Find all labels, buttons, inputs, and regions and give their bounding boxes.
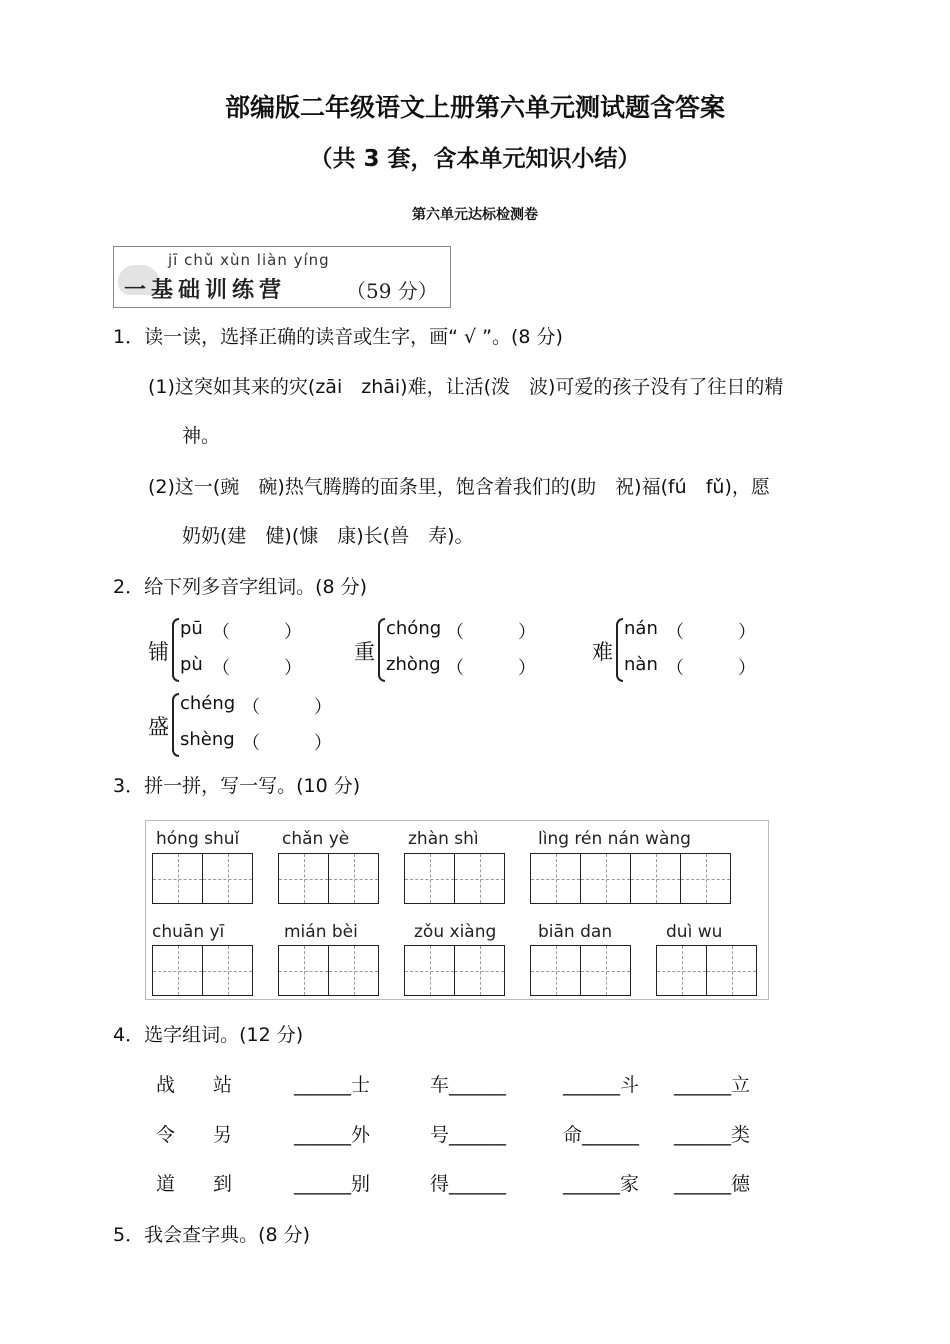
section-title: 第六单元达标检测卷 <box>412 207 538 223</box>
word-blank[interactable]: ______立 <box>674 1074 751 1096</box>
pinyin: pù <box>180 654 203 675</box>
pinyin-label: chǎn yè <box>282 829 350 849</box>
banner-pinyin: jī chǔ xùn liàn yíng <box>168 251 330 269</box>
word-blank[interactable]: ______德 <box>674 1173 751 1195</box>
q1-item2-line2: 奶奶(建 健)(慷 康)长(兽 寿)。 <box>182 525 474 547</box>
brace-icon <box>616 618 623 682</box>
word-blank[interactable]: ______斗 <box>563 1074 640 1096</box>
writing-box[interactable] <box>530 945 581 996</box>
pinyin: chóng <box>386 618 442 639</box>
pinyin: shèng <box>180 729 235 750</box>
banner-score: （59 分） <box>346 279 438 303</box>
answer-blank[interactable]: （ ） <box>666 622 756 643</box>
writing-box[interactable] <box>404 853 455 904</box>
pinyin: pū <box>180 618 203 639</box>
q5-heading: 5．我会查字典。(8 分) <box>113 1224 311 1246</box>
writing-box[interactable] <box>328 853 379 904</box>
pinyin: chéng <box>180 693 236 714</box>
polyphone-group <box>148 616 348 680</box>
pinyin-label: zhàn shì <box>408 829 479 849</box>
pinyin-label: lìng rén nán wàng <box>538 829 691 849</box>
pinyin-label: zǒu xiàng <box>414 922 497 942</box>
writing-box[interactable] <box>680 853 731 904</box>
pinyin-label: chuān yī <box>152 922 225 942</box>
writing-box[interactable] <box>202 945 253 996</box>
banner-text: 一基础训练营 <box>124 278 287 303</box>
answer-blank[interactable]: （ ） <box>666 658 756 679</box>
answer-blank[interactable]: （ ） <box>446 658 536 679</box>
writing-box[interactable] <box>404 945 455 996</box>
word-blank[interactable]: ______家 <box>563 1173 640 1195</box>
answer-blank[interactable]: （ ） <box>242 697 332 718</box>
q1-heading: 1．读一读，选择正确的读音或生字，画“ √ ”。(8 分) <box>113 326 563 348</box>
writing-box[interactable] <box>202 853 253 904</box>
word-blank[interactable]: ______士 <box>294 1074 371 1096</box>
brace-icon <box>172 693 179 757</box>
pinyin: zhòng <box>386 654 441 675</box>
writing-grid <box>145 820 769 1000</box>
pinyin: nán <box>624 618 658 639</box>
writing-box[interactable] <box>530 853 581 904</box>
brace-icon <box>378 618 385 682</box>
pinyin: nàn <box>624 654 658 675</box>
writing-box[interactable] <box>278 853 329 904</box>
word-blank[interactable]: 号______ <box>430 1124 507 1146</box>
word-blank[interactable]: 得______ <box>430 1173 507 1195</box>
word-blank[interactable]: 车______ <box>430 1074 507 1096</box>
word-blank[interactable]: ______外 <box>294 1124 371 1146</box>
polyphone-char: 铺 <box>148 640 169 664</box>
word-blank[interactable]: 命______ <box>563 1124 640 1146</box>
q3-heading: 3．拼一拼，写一写。(10 分) <box>113 775 361 797</box>
writing-box[interactable] <box>278 945 329 996</box>
answer-blank[interactable]: （ ） <box>242 733 332 754</box>
word-blank[interactable]: ______别 <box>294 1173 371 1195</box>
polyphone-group <box>592 616 792 680</box>
polyphone-char: 难 <box>592 640 613 664</box>
q1-item2-line1: (2)这一(豌 碗)热气腾腾的面条里，饱含着我们的(助 祝)福(fú fǔ)，愿 <box>148 476 770 498</box>
answer-blank[interactable]: （ ） <box>446 622 536 643</box>
pinyin-label: hóng shuǐ <box>156 829 240 849</box>
char-pair: 战 站 <box>156 1074 233 1096</box>
writing-box[interactable] <box>580 853 631 904</box>
document-title: 部编版二年级语文上册第六单元测试题含答案 <box>224 93 725 122</box>
writing-box[interactable] <box>706 945 757 996</box>
writing-box[interactable] <box>454 853 505 904</box>
pinyin-label: mián bèi <box>284 922 358 942</box>
pinyin-label: biān dan <box>538 922 613 942</box>
writing-box[interactable] <box>630 853 681 904</box>
polyphone-group <box>354 616 574 680</box>
q4-heading: 4．选字组词。(12 分) <box>113 1024 304 1046</box>
section-banner <box>113 246 451 308</box>
polyphone-char: 盛 <box>148 715 169 739</box>
answer-blank[interactable]: （ ） <box>212 622 302 643</box>
q1-item1-line2: 神。 <box>182 425 221 447</box>
writing-box[interactable] <box>454 945 505 996</box>
pinyin-label: duì wu <box>666 922 723 942</box>
polyphone-char: 重 <box>354 640 375 664</box>
char-pair: 令 另 <box>156 1124 233 1146</box>
answer-blank[interactable]: （ ） <box>212 658 302 679</box>
polyphone-group <box>148 691 348 755</box>
word-blank[interactable]: ______类 <box>674 1124 751 1146</box>
brace-icon <box>172 618 179 682</box>
writing-box[interactable] <box>152 853 203 904</box>
char-pair: 道 到 <box>156 1173 233 1195</box>
q1-item1-line1: (1)这突如其来的灾(zāi zhāi)难，让活(泼 波)可爱的孩子没有了往日的精 <box>148 376 784 398</box>
writing-box[interactable] <box>656 945 707 996</box>
document-subtitle: （共 3 套，含本单元知识小结） <box>309 146 641 172</box>
writing-box[interactable] <box>152 945 203 996</box>
writing-box[interactable] <box>328 945 379 996</box>
writing-box[interactable] <box>580 945 631 996</box>
q2-heading: 2．给下列多音字组词。(8 分) <box>113 576 368 598</box>
